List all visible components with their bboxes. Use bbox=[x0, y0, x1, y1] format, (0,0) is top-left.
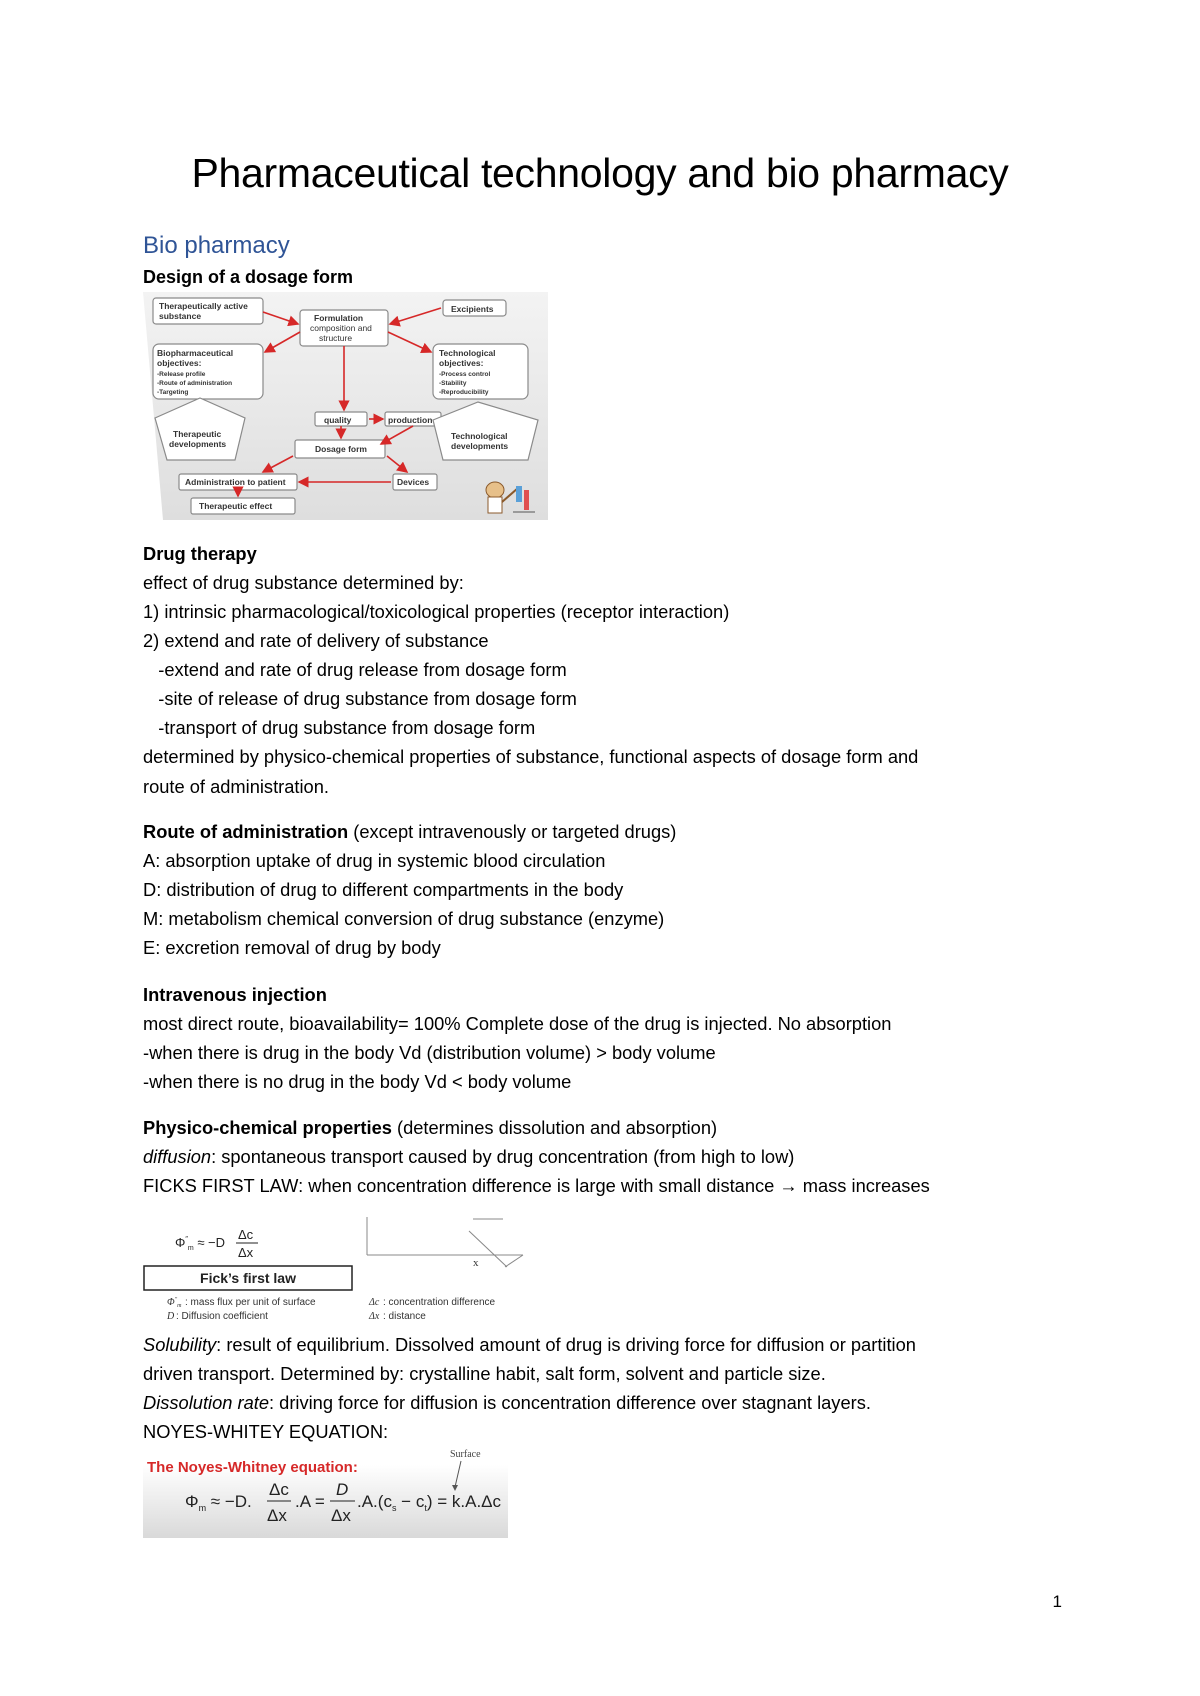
ficks-symbol-2: D bbox=[167, 1311, 175, 1322]
label-tech-4: -Stability bbox=[439, 380, 467, 387]
label-therapeutic-effect: Therapeutic effect bbox=[199, 501, 273, 511]
noyes-title: The Noyes-Whitney equation: bbox=[147, 1459, 358, 1476]
route-heading-rest: (except intravenously or targeted drugs) bbox=[348, 821, 677, 842]
drug-therapy-line-8: route of administration. bbox=[143, 776, 329, 797]
drug-therapy-line-5: -site of release of drug substance from dosage form bbox=[143, 688, 577, 709]
diffusion-line bbox=[143, 1142, 794, 1171]
label-tech-5: -Reproducibility bbox=[439, 389, 489, 396]
solubility-term: Solubility bbox=[143, 1334, 217, 1355]
svg-text:Δx: Δx bbox=[331, 1506, 351, 1525]
svg-text:Δx: Δx bbox=[238, 1245, 254, 1260]
solubility-line-1 bbox=[143, 1330, 916, 1359]
diffusion-rest: : spontaneous transport caused by drug concentration (from high to low) bbox=[211, 1146, 795, 1167]
ficks-graph-x-label: x bbox=[473, 1257, 479, 1269]
label-tech-dev-2: developments bbox=[451, 441, 509, 451]
svg-text:Δc: Δc bbox=[238, 1227, 254, 1242]
section-heading: Bio pharmacy bbox=[143, 232, 290, 259]
route-heading-line bbox=[143, 817, 676, 846]
physchem-heading: Physico-chemical properties bbox=[143, 1117, 392, 1138]
route-line-a: A: absorption uptake of drug in systemic blood circulation bbox=[143, 850, 606, 871]
dissolution-rest: : driving force for diffusion is concentration difference over stagnant layers. bbox=[269, 1392, 871, 1413]
drug-therapy-line-2: 1) intrinsic pharmacological/toxicological properties (receptor interaction) bbox=[143, 601, 730, 622]
svg-text:.A.(cs − ct) = k.A.Δc: $.A.(c_s - c_t) = k.A.\Delta c$ bbox=[357, 1492, 502, 1513]
ficks-symbol-1: $\Phi''_m$ bbox=[167, 1297, 182, 1309]
ficks-symbol-3: Δc bbox=[369, 1297, 380, 1308]
label-formulation-1: Formulation bbox=[314, 313, 364, 323]
ficks-law-label: Fick’s first law bbox=[200, 1270, 296, 1286]
iv-line-2: -when there is drug in the body Vd (distribution volume) > body volume bbox=[143, 1042, 716, 1063]
noyes-surface-label: Surface bbox=[450, 1449, 481, 1460]
label-excipients: Excipients bbox=[451, 304, 494, 314]
svg-text:Δc: Δc bbox=[269, 1480, 289, 1499]
dissolution-term: Dissolution rate bbox=[143, 1392, 269, 1413]
label-tech-2: objectives: bbox=[439, 358, 484, 368]
drug-therapy-line-4: -extend and rate of drug release from dosage form bbox=[143, 659, 567, 680]
label-tech-dev-1: Technological bbox=[451, 431, 508, 441]
ficks-legend-3: : concentration difference bbox=[383, 1297, 496, 1308]
label-quality: quality bbox=[324, 415, 352, 425]
label-dosage-form: Dosage form bbox=[315, 444, 367, 454]
label-bio-5: -Targeting bbox=[157, 389, 189, 396]
drug-therapy-line-3: 2) extend and rate of delivery of substance bbox=[143, 630, 489, 651]
ficks-graph bbox=[367, 1217, 523, 1267]
page-number: 1 bbox=[1052, 1592, 1062, 1611]
ficks-line: FICKS FIRST LAW: when concentration difference is large with small distance → mass increases bbox=[143, 1175, 930, 1196]
drug-therapy-line-6: -transport of drug substance from dosage form bbox=[143, 717, 536, 738]
svg-text:Φ″m ≈ −D: $\Phi''_m \approx -D$ bbox=[175, 1235, 226, 1252]
label-bio-1: Biopharmaceutical bbox=[157, 348, 234, 358]
design-heading: Design of a dosage form bbox=[143, 267, 354, 287]
physchem-heading-line bbox=[143, 1113, 717, 1142]
solubility-line-2: driven transport. Determined by: crystalline habit, salt form, solvent and particle size. bbox=[143, 1363, 826, 1384]
ficks-formula bbox=[175, 1227, 258, 1260]
label-formulation-3: structure bbox=[319, 333, 353, 343]
svg-text:D: D bbox=[336, 1480, 349, 1499]
drug-therapy-line-1: effect of drug substance determined by: bbox=[143, 572, 464, 593]
svg-text:.A =: .A = bbox=[295, 1492, 325, 1511]
page-title: Pharmaceutical technology and bio pharmacy bbox=[191, 150, 1009, 196]
label-bio-2: objectives: bbox=[157, 358, 202, 368]
label-formulation-2: composition and bbox=[310, 323, 372, 333]
label-bio-3: -Release profile bbox=[157, 371, 206, 378]
label-administration: Administration to patient bbox=[185, 477, 286, 487]
label-active-1: Therapeutically active bbox=[159, 301, 248, 311]
label-tech-3: -Process control bbox=[439, 371, 491, 378]
label-active-2: substance bbox=[159, 311, 202, 321]
label-ther-dev-2: developments bbox=[169, 439, 227, 449]
physchem-heading-rest: (determines dissolution and absorption) bbox=[391, 1117, 718, 1138]
svg-text:Δx: Δx bbox=[267, 1506, 287, 1525]
ficks-legend-4: : distance bbox=[383, 1311, 426, 1322]
route-line-e: E: excretion removal of drug by body bbox=[143, 937, 441, 958]
label-devices: Devices bbox=[397, 477, 430, 487]
label-tech-1: Technological bbox=[439, 348, 496, 358]
ficks-law-figure bbox=[143, 1215, 528, 1325]
label-bio-4: -Route of administration bbox=[157, 380, 233, 387]
svg-text:Φm ≈ −D.: $\Phi_m \approx -D$. bbox=[185, 1492, 252, 1513]
route-line-d: D: distribution of drug to different compartments in the body bbox=[143, 879, 624, 900]
iv-heading: Intravenous injection bbox=[143, 984, 327, 1005]
route-heading: Route of administration bbox=[143, 821, 349, 842]
ficks-legend-2: : Diffusion coefficient bbox=[176, 1311, 268, 1322]
ficks-symbol-4: Δx bbox=[369, 1311, 380, 1322]
diffusion-term: diffusion bbox=[143, 1146, 212, 1167]
drug-therapy-line-7: determined by physico-chemical properties of substance, functional aspects of dosage form and bbox=[143, 746, 919, 767]
noyes-whitney-figure bbox=[143, 1445, 508, 1538]
dissolution-line bbox=[143, 1388, 871, 1417]
dosage-form-diagram bbox=[143, 290, 548, 520]
solubility-rest-1: : result of equilibrium. Dissolved amount of drug is driving force for diffusion or partition bbox=[216, 1334, 916, 1355]
iv-line-1: most direct route, bioavailability= 100% Complete dose of the drug is injected. No absorption bbox=[143, 1013, 892, 1034]
drug-therapy-heading: Drug therapy bbox=[143, 543, 257, 564]
noyes-line: NOYES-WHITEY EQUATION: bbox=[143, 1421, 389, 1442]
label-production: production bbox=[388, 415, 433, 425]
label-ther-dev-1: Therapeutic bbox=[173, 429, 222, 439]
iv-line-3: -when there is no drug in the body Vd < body volume bbox=[143, 1071, 572, 1092]
ficks-legend-1: : mass flux per unit of surface bbox=[185, 1297, 316, 1308]
route-line-m: M: metabolism chemical conversion of drug substance (enzyme) bbox=[143, 908, 665, 929]
